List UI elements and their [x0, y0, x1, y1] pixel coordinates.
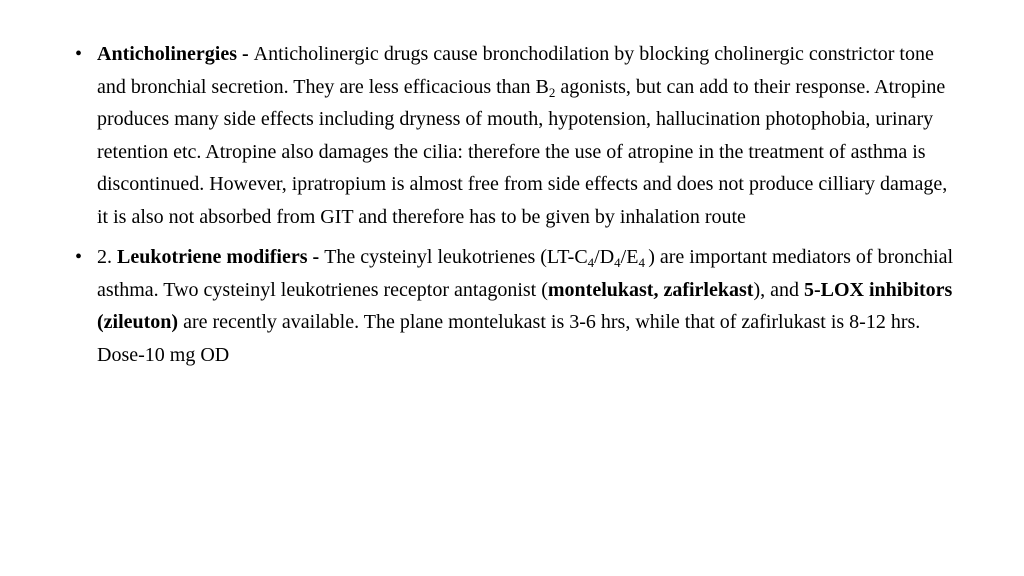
- body-text: The cysteinyl leukotrienes (LT-C: [324, 246, 588, 268]
- body-text: /D: [594, 246, 615, 268]
- item-number: 2.: [97, 246, 117, 268]
- subscript: 4: [638, 255, 649, 270]
- heading-leukotriene-modifiers: Leukotriene modifiers -: [117, 246, 325, 268]
- drug-names: montelukast, zafirlekast: [547, 278, 754, 301]
- subscript: 4: [614, 255, 621, 270]
- body-text: ), and: [753, 278, 804, 301]
- bullet-dot-icon: •: [75, 43, 83, 65]
- bullet-anticholinergics: [75, 38, 955, 233]
- subscript: 4: [587, 255, 595, 270]
- bullet-list: [75, 38, 955, 371]
- heading-anticholinergics: Anticholinergies -: [97, 43, 254, 65]
- body-text: agonists, but can add to their response. Atropine produces many side effects including dryness of mouth, hypotension, hallucination photophobia, urinary retention etc. Atropine also damages the cilia: therefore the use of atropine in the treatment of asthma is discontinued. However, ipratropium is almost free from side effects and does not produce cilliary damage, it is also not absorbed from GIT and therefore has to be given by inhalation route: [97, 75, 948, 228]
- body-text: Anticholinergic drugs cause bronchodilation by blocking cholinergic constrictor tone and bronchial secretion. They are less efficacious than B: [97, 43, 934, 98]
- body-text: /E: [620, 246, 639, 268]
- subscript: 2: [548, 84, 556, 100]
- bullet-leukotriene-modifiers: [75, 241, 955, 371]
- body-text: ) are important mediators of bronchial asthma. Two cysteinyl leukotrienes receptor antagonist (: [97, 246, 954, 301]
- bullet-dot-icon: •: [75, 246, 83, 268]
- body-text: are recently available. The plane montelukast is 3-6 hrs, while that of zafirlukast is 8-12 hrs. Dose-10 mg OD: [97, 311, 921, 366]
- lox-inhibitors: 5-LOX inhibitors (zileuton): [97, 278, 953, 333]
